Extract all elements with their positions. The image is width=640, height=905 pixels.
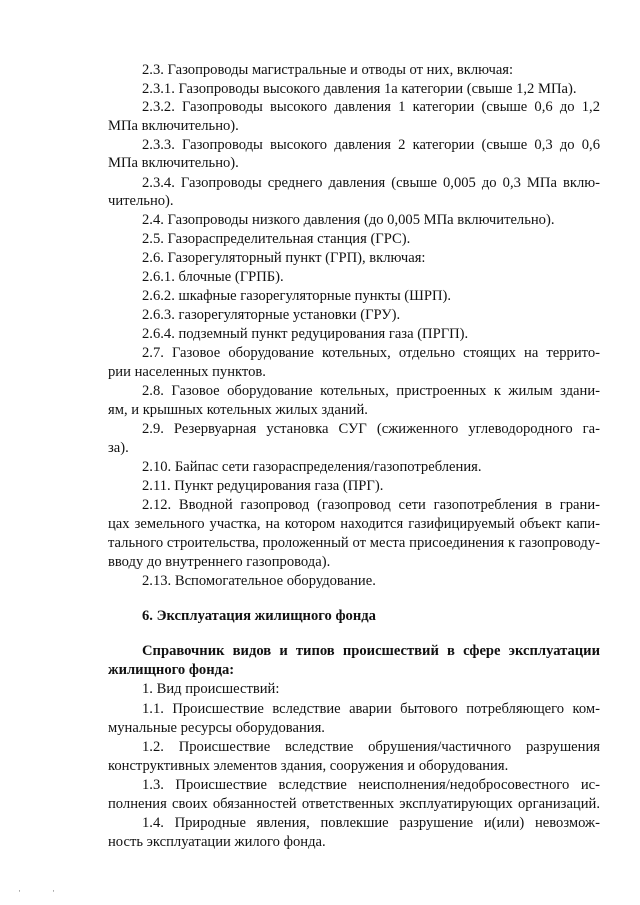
item-2-12-cont-2: тального строительства, проложенный от места присоединения к газопроводу- <box>108 535 600 551</box>
item-2-12-cont-1: цах земельного участка, на котором находится газифицируемый объект капи- <box>108 516 600 532</box>
item-2-9-cont: за). <box>108 440 129 456</box>
item-2-5: 2.5. Газораспределительная станция (ГРС). <box>142 231 411 247</box>
item-1: 1. Вид происшествий: <box>142 681 280 697</box>
item-2-6-3: 2.6.3. газорегуляторные установки (ГРУ). <box>142 307 401 323</box>
item-1-3-cont: полнения своих обязанностей ответственных эксплуатирующих организаций. <box>108 796 600 812</box>
item-2-3-2-cont: МПа включительно). <box>108 118 239 134</box>
item-2-8: 2.8. Газовое оборудование котельных, пристроенных к жилым здани- <box>142 383 600 399</box>
scan-speck: · <box>18 886 21 896</box>
item-2-3-1: 2.3.1. Газопроводы высокого давления 1а категории (свыше 1,2 МПа). <box>142 81 577 97</box>
item-1-1-cont: мунальные ресурсы оборудования. <box>108 720 325 736</box>
item-1-4: 1.4. Природные явления, повлекшие разрушение и(или) невозмож- <box>142 815 600 831</box>
item-2-6-2: 2.6.2. шкафные газорегуляторные пункты (ШРП). <box>142 288 452 304</box>
subheading-line-2: жилищного фонда: <box>108 662 235 678</box>
item-1-1: 1.1. Происшествие вследствие аварии бытового потребляющего ком- <box>142 701 600 717</box>
section-heading: 6. Эксплуатация жилищного фонда <box>142 608 376 624</box>
item-2-6-4: 2.6.4. подземный пункт редуцирования газа (ПРГП). <box>142 326 469 342</box>
item-2-11: 2.11. Пункт редуцирования газа (ПРГ). <box>142 478 384 494</box>
item-2-3-2: 2.3.2. Газопроводы высокого давления 1 категории (свыше 0,6 до 1,2 <box>142 99 600 115</box>
item-2-12-cont-3: вводу до внутреннего газопровода). <box>108 554 331 570</box>
item-1-3: 1.3. Происшествие вследствие неисполнения/недобросовестного ис- <box>142 777 600 793</box>
item-2-3-3-cont: МПа включительно). <box>108 155 239 171</box>
item-2-8-cont: ям, и крышных котельных жилых зданий. <box>108 402 368 418</box>
item-2-3-4: 2.3.4. Газопроводы среднего давления (свыше 0,005 до 0,3 МПа вклю- <box>142 175 600 191</box>
item-2-10: 2.10. Байпас сети газораспределения/газопотребления. <box>142 459 482 475</box>
item-2-7-cont: рии населенных пунктов. <box>108 364 266 380</box>
item-2-3-3: 2.3.3. Газопроводы высокого давления 2 категории (свыше 0,3 до 0,6 <box>142 137 600 153</box>
item-2-6-1: 2.6.1. блочные (ГРПБ). <box>142 269 284 285</box>
item-2-13: 2.13. Вспомогательное оборудование. <box>142 573 376 589</box>
scan-speck: · <box>52 886 55 896</box>
item-2-3-4-cont: чительно). <box>108 193 174 209</box>
item-1-2: 1.2. Происшествие вследствие обрушения/частичного разрушения <box>142 739 600 755</box>
item-2-7: 2.7. Газовое оборудование котельных, отдельно стоящих на террито- <box>142 345 600 361</box>
item-1-4-cont: ность эксплуатации жилого фонда. <box>108 834 326 850</box>
item-1-2-cont: конструктивных элементов здания, сооружения и оборудования. <box>108 758 509 774</box>
item-2-9: 2.9. Резервуарная установка СУГ (сжиженного углеводородного га- <box>142 421 600 437</box>
item-2-3: 2.3. Газопроводы магистральные и отводы от них, включая: <box>142 62 514 78</box>
subheading-line-1: Справочник видов и типов происшествий в сфере эксплуатации <box>142 643 600 659</box>
item-2-6: 2.6. Газорегуляторный пункт (ГРП), включая: <box>142 250 426 266</box>
item-2-4: 2.4. Газопроводы низкого давления (до 0,005 МПа включительно). <box>142 212 555 228</box>
item-2-12: 2.12. Вводной газопровод (газопровод сети газопотребления в грани- <box>142 497 600 513</box>
